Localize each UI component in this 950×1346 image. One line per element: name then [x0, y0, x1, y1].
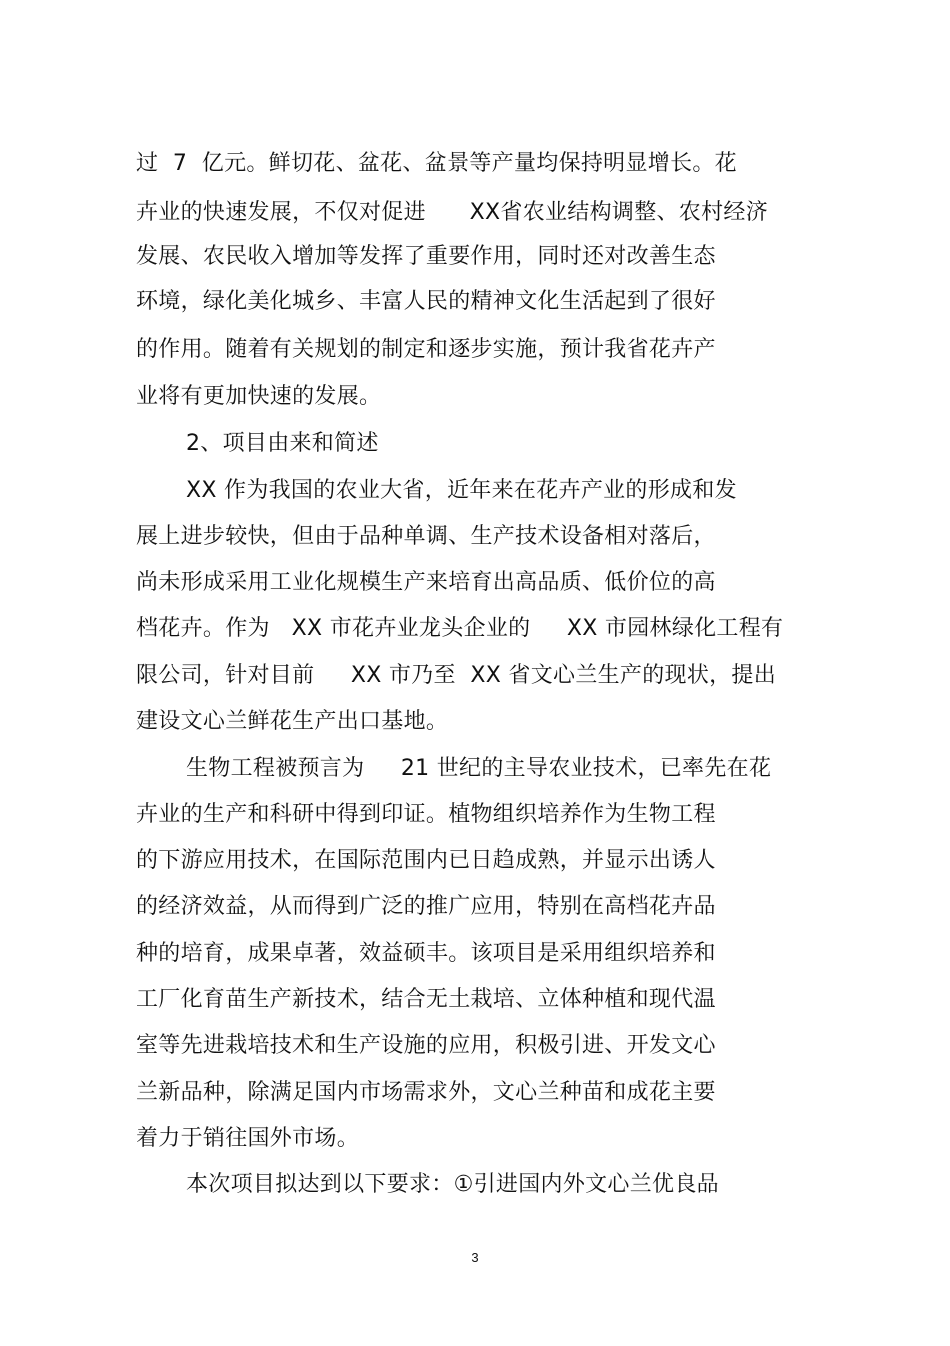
paragraph-2-line-3: 尚未形成采用工业化规模生产来培育出高品质、低价位的高: [136, 570, 716, 595]
paragraph-1-line-6: 业将有更加快速的发展。: [136, 384, 382, 409]
section-heading: 2、项目由来和简述: [186, 431, 379, 456]
paragraph-2-line-1: XX 作为我国的农业大省，近年来在花卉产业的形成和发: [186, 478, 737, 503]
paragraph-2-line-2: 展上进步较快，但由于品种单调、生产技术设备相对落后，: [136, 524, 716, 549]
paragraph-3-line-1: 生物工程被预言为 21 世纪的主导农业技术，已率先在花: [186, 756, 772, 781]
paragraph-1-line-4: 环境，绿化美化城乡、丰富人民的精神文化生活起到了很好: [136, 289, 716, 314]
paragraph-2-line-5: 限公司，针对目前 XX 市乃至 XX 省文心兰生产的现状，提出: [136, 663, 777, 688]
paragraph-3-line-7: 室等先进栽培技术和生产设施的应用，积极引进、开发文心: [136, 1033, 716, 1058]
paragraph-3-line-5: 种的培育，成果卓著，效益硕丰。该项目是采用组织培养和: [136, 941, 716, 966]
paragraph-1-line-3: 发展、农民收入增加等发挥了重要作用，同时还对改善生态: [136, 244, 716, 269]
paragraph-1-line-1: 过 7 亿元。鲜切花、盆花、盆景等产量均保持明显增长。花: [136, 151, 737, 176]
page-number: 3: [471, 1250, 479, 1265]
paragraph-3-line-6: 工厂化育苗生产新技术，结合无土栽培、立体种植和现代温: [136, 987, 716, 1012]
paragraph-3-line-2: 卉业的生产和科研中得到印证。植物组织培养作为生物工程: [136, 802, 716, 827]
paragraph-3-line-8: 兰新品种，除满足国内市场需求外，文心兰种苗和成花主要: [136, 1080, 716, 1105]
paragraph-3-line-3: 的下游应用技术，在国际范围内已日趋成熟，并显示出诱人: [136, 848, 716, 873]
paragraph-3-line-9: 着力于销往国外市场。: [136, 1126, 360, 1151]
paragraph-1-line-5: 的作用。随着有关规划的制定和逐步实施，预计我省花卉产: [136, 337, 716, 362]
paragraph-4-line-1: 本次项目拟达到以下要求：①引进国内外文心兰优良品: [186, 1172, 719, 1197]
paragraph-1-line-2: 卉业的快速发展，不仅对促进 XX省农业结构调整、农村经济: [136, 200, 769, 225]
paragraph-2-line-4: 档花卉。作为 XX 市花卉业龙头企业的 XX 市园林绿化工程有: [136, 616, 784, 641]
paragraph-2-line-6: 建设文心兰鲜花生产出口基地。: [136, 709, 449, 734]
paragraph-3-line-4: 的经济效益，从而得到广泛的推广应用，特别在高档花卉品: [136, 894, 716, 919]
